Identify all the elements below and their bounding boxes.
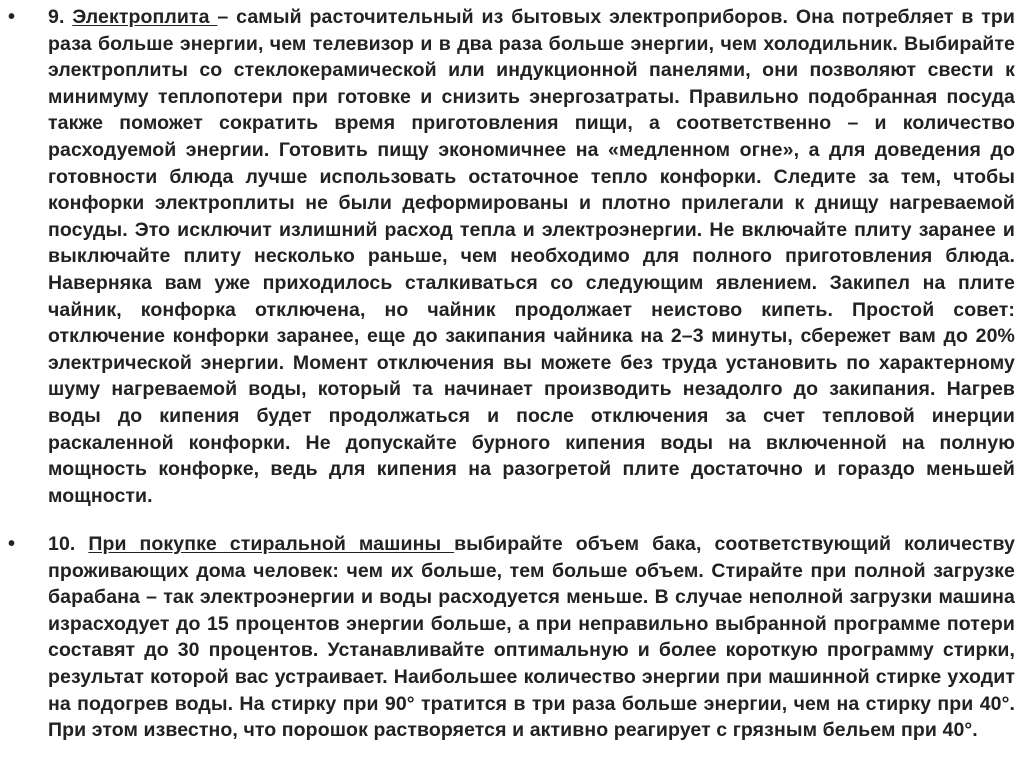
paragraph-washing-machine <box>48 531 1015 744</box>
item-heading: Электроплита <box>72 6 218 28</box>
item-body: выбирайте объем бака, соответствующий количеству проживающих дома человек: чем их больше, тем больше объем. Стирайте при полной загрузке барабана – так электроэнергии и воды расходуется меньше. В случае неполной загрузки машина израсходует до 15 процентов энергии больше, а при неправильно выбранной программе потери составят до 30 процентов. Устанавливайте оптимальную и более короткую программу стирки, результат которой вас устраивает. Наибольшее количество энергии при машинной стирке уходит на подогрев воды. На стирку при 90° тратится в три раза больше энергии, чем на стирку при 40°. При этом известно, что порошок растворяется и активно реагирует с грязным бельем при 40°. <box>48 533 1015 742</box>
item-number: 9. <box>48 6 65 28</box>
paragraph-electric-stove <box>48 4 1015 509</box>
item-body: – самый расточительный из бытовых электроприборов. Она потребляет в три раза больше энергии, чем телевизор и в два раза больше энергии, чем холодильник. Выбирайте электроплиты со стеклокерамической или индукционной панелями, они позволяют свести к минимуму теплопотери при готовке и снизить энергозатраты. Правильно подобранная посуда также поможет сократить время приготовления пищи, а соответственно – и количество расходуемой энергии. Готовить пищу экономичнее на «медленном огне», а для доведения до готовности блюда лучше использовать остаточное тепло конфорки. Следите за тем, чтобы конфорки электроплиты не были деформированы и плотно прилегали к днищу нагреваемой посуды. Это исключит излишний расход тепла и электроэнергии. Не включайте плиту заранее и выключайте плиту несколько раньше, чем необходимо для полного приготовления блюда. Наверняка вам уже приходилось сталкиваться со следующим явлением. Закипел на плите чайник, конфорка отключена, но чайник продолжает неистово кипеть. Простой совет: отключение конфорки заранее, еще до закипания чайника на 2–3 минуты, сбережет вам до 20% электрической энергии. Момент отключения вы можете без труда установить по характерному шуму нагреваемой воды, который та начинает производить незадолго до закипания. Нагрев воды до кипения будет продолжаться и после отключения за счет тепловой инерции раскаленной конфорки. Не допускайте бурного кипения воды на включенной на полную мощность конфорке, ведь для кипения на разогретой плите достаточно и гораздо меньшей мощности. <box>48 6 1015 507</box>
bullet-marker: • <box>8 6 16 28</box>
item-number: 10. <box>48 533 76 555</box>
item-heading: При покупке стиральной машины <box>88 533 455 555</box>
bullet-marker: • <box>8 533 16 555</box>
